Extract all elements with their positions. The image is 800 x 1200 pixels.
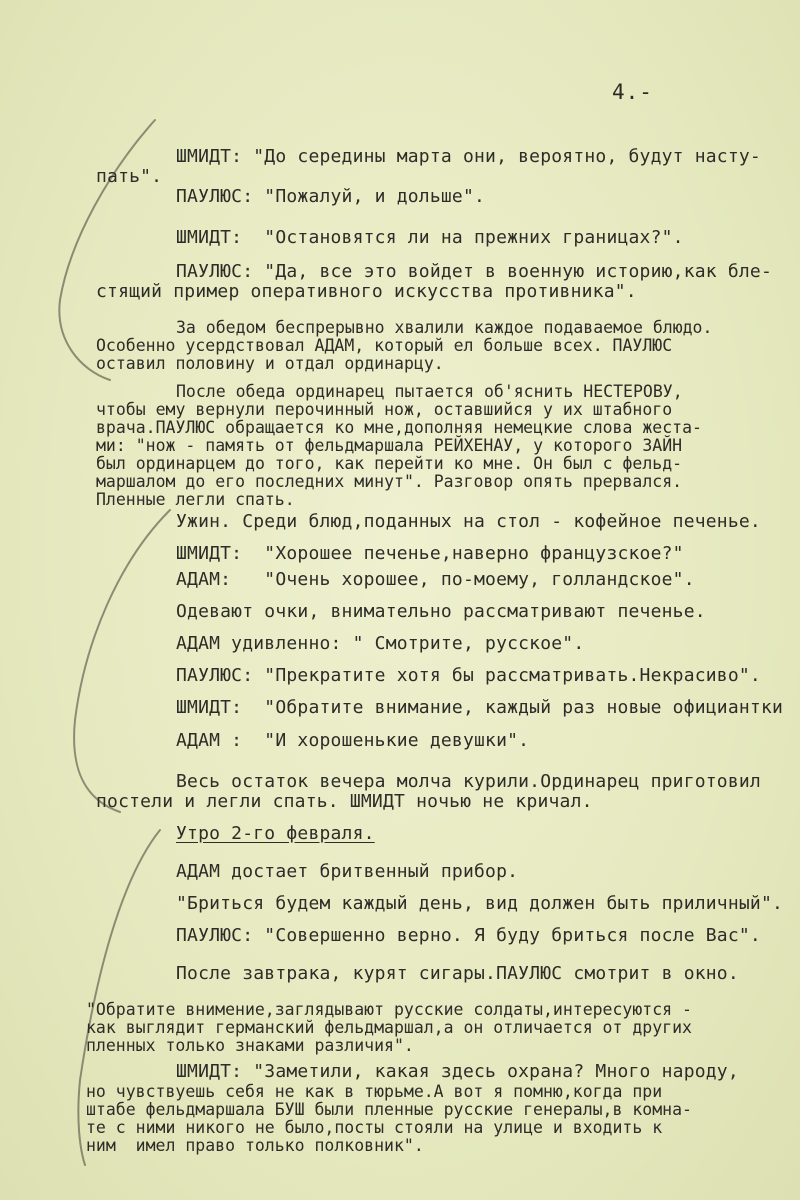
text-line: ПАУЛЮС: "Пожалуй, и дольше". [176,186,486,207]
text-line: маршалом до его последних минут". Разговор опять прервался. [96,472,683,491]
text-line: После завтрака, курят сигары.ПАУЛЮС смотрит в окно. [176,963,739,984]
text-line: ШМИДТ: "Остановятся ли на прежних границах?". [176,227,684,248]
text-line: Весь остаток вечера молча курили.Ординарец приготовил [176,771,761,792]
text-line: постели и легли спать. ШМИДТ ночью не кричал. [96,791,593,812]
text-line: ШМИДТ: "Заметили, какая здесь охрана? Много народу, [176,1061,739,1082]
text-line: но чувствуешь себя не как в тюрьме.А вот я помню,когда при [86,1082,663,1101]
text-line: АДАМ удивленно: " Смотрите, русское". [176,633,585,654]
text-line: ми: "нож - память от фельдмаршала РЕЙХЕНАУ, у которого ЗАЙН [96,436,683,455]
text-line: АДАМ : "И хорошенькие девушки". [176,730,530,751]
text-line: как выглядит германский фельдмаршал,а он отличается от других [86,1018,692,1037]
text-line: оставил половину и отдал ординарцу. [96,354,444,373]
text-line: ПАУЛЮС: "Прекратите хотя бы рассматривать.Некрасиво". [176,665,761,686]
text-line: Особенно усердствовал АДАМ, который ел больше всех. ПАУЛЮС [96,336,673,355]
text-line: После обеда ординарец пытается об'яснить НЕСТЕРОВУ, [176,382,683,401]
section-heading: Утро 2-го февраля. [176,823,375,844]
text-line: штабе фельдмаршала БУШ были пленные русские генералы,в комна- [86,1100,692,1119]
pencil-bracket-middle [74,510,170,812]
text-line: был ординарцем до того, как перейти ко мне. Он был с фельд- [96,454,683,473]
text-line: "Бриться будем каждый день, вид должен быть приличный". [176,893,784,914]
text-line: ШМИДТ: "Обратите внимание, каждый раз новые официантки [176,697,784,718]
text-line: ним имел право только полковник". [86,1136,424,1155]
text-line: ПАУЛЮС: "Да, все это войдет в военную историю,как бле- [176,261,772,282]
text-line: стящий пример оперативного искусства противника". [96,281,637,302]
text-line: пать". [96,166,163,187]
text-line: Ужин. Среди блюд,поданных на стол - кофейное печенье. [176,511,761,532]
text-line: ШМИДТ: "Хорошее печенье,наверно французское?" [176,543,684,564]
text-line: чтобы ему вернули перочинный нож, оставшийся у их штабного [96,400,673,419]
text-line: "Обратите внимение,заглядывают русские солдаты,интересуются - [86,1000,692,1019]
text-line: врача.ПАУЛЮС обращается ко мне,дополняя немецкие слова жеста- [96,418,702,437]
text-line: ШМИДТ: "До середины марта они, вероятно, будут насту- [176,146,761,167]
text-line: АДАМ: "Очень хорошее, по-моему, голландское". [176,569,695,590]
text-line: пленных только знаками различия". [86,1036,414,1055]
text-line: АДАМ достает бритвенный прибор. [176,861,519,882]
page-number: 4.- [612,80,653,104]
text-line: те с ними никого не было,посты стояли на улице и входить к [86,1118,663,1137]
text-line: Пленные легли спать. [96,490,295,509]
text-line: ПАУЛЮС: "Совершенно верно. Я буду бриться после Вас". [176,925,761,946]
text-line: За обедом беспрерывно хвалили каждое подаваемое блюдо. [176,318,713,337]
text-line: Одевают очки, внимательно рассматривают печенье. [176,601,706,622]
